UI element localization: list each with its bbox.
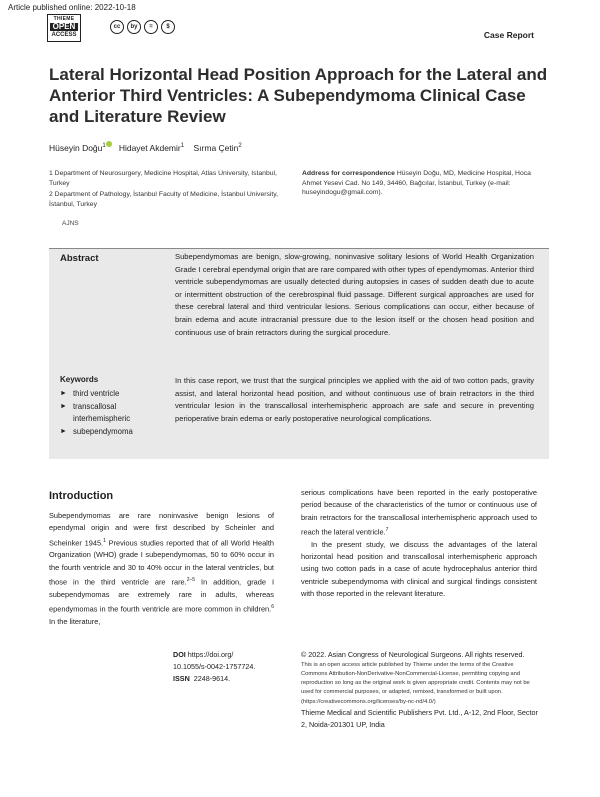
- introduction-heading: Introduction: [49, 490, 114, 502]
- intro-right-column: [301, 487, 537, 600]
- copyright-block: [301, 649, 541, 730]
- publisher-text: Thieme Medical and Scientific Publishers Pvt. Ltd., A-12, 2nd Floor, Sector 2, Noida-201301 UP, India: [301, 707, 538, 729]
- by-icon: by: [127, 20, 141, 34]
- keyword-item: interhemispheric: [73, 414, 131, 423]
- thieme-open-access-logo: [47, 14, 81, 42]
- author-sup: 2: [238, 143, 242, 149]
- keyword-item: ► subependymoma: [60, 426, 133, 439]
- author-name: Hidayet Akdemir: [118, 142, 181, 153]
- keyword-item: ► transcallosal: [60, 401, 133, 414]
- affiliation: 1 Department of Neurosurgery, Medicine Hospital, Atlas University, Istanbul, Turkey: [49, 170, 277, 187]
- bullet-arrow-icon: ►: [60, 427, 67, 435]
- keywords-list: [60, 388, 133, 438]
- journal-abbreviation: AJNS: [62, 220, 79, 227]
- creative-commons-icons: [110, 20, 175, 34]
- affiliation: 2 Department of Pathology, İstanbul Faculty of Medicine, İstanbul University, İstanbul, Turkey: [49, 191, 279, 208]
- correspondence-label: Address for correspondence: [302, 170, 395, 177]
- citation[interactable]: 7: [385, 526, 389, 533]
- affiliations: [49, 169, 279, 211]
- intro-paragraph: In the present study, we discuss the advantages of the lateral horizontal head position and transcallosal interhemispheric approach using two cotton pads in a case of acute hydrocephalus anterior third ventricle subependymoma with clinical and surgical findings consistent with those reported in the relevant literature.: [301, 539, 537, 598]
- copyright-text: © 2022. Asian Congress of Neurological Surgeons. All rights reserved.: [301, 650, 525, 659]
- issn-value: 2248-9614.: [193, 673, 231, 683]
- author-name: Hüseyin Doğu: [49, 142, 103, 153]
- citation[interactable]: 6: [271, 604, 274, 611]
- author-sup: 1: [102, 143, 106, 149]
- issn-label: ISSN: [173, 673, 190, 683]
- logo-bottom-text: ACCESS: [51, 32, 77, 38]
- author-name: Sırma Çetin: [193, 142, 239, 153]
- nd-icon: =: [144, 20, 158, 34]
- bullet-arrow-icon: ►: [60, 390, 67, 397]
- article-title: Lateral Horizontal Head Position Approach for the Lateral and Anterior Third Ventricles: A Subependymoma Clinical Case and Literature Review: [49, 65, 548, 126]
- nc-icon: $: [161, 20, 175, 34]
- article-type: Case Report: [483, 30, 534, 40]
- correspondence-text: Hüseyin Doğu, MD, Medicine Hospital, Hoca Ahmet Yesevi Cad. No 149, 34460, Bağcılar, İstanbul, Turkey (e-mail: huseyindogu@gmail.com).: [302, 170, 531, 196]
- keywords-heading: Keywords: [60, 375, 99, 384]
- doi-label: DOI: [173, 650, 186, 659]
- doi-link-cont[interactable]: 10.1055/s-0042-1757724.: [173, 661, 256, 671]
- citation[interactable]: 1: [103, 537, 106, 544]
- abstract-paragraph: Subependymomas are benign, slow-growing, noninvasive solitary lesions of World Health Organization Grade I cerebral ependymal origin that are rare compared with other types of ependymomas. Anterior third ventricle subependymomas are usually detected during autopsies in cases of sudden death due to acute or intermittent obstruction of the cerebrospinal fluid passage. Different surgical approaches are used for these cerebral lateral and third ventricular lesions. Serious complications can occur, either because of brain edema and acute intracranial pressure due to the lesion itself or the chosen head position and continuous use of brain retractors during the surgical procedure.: [175, 252, 534, 337]
- doi-block: [173, 649, 255, 684]
- abstract-heading: Abstract: [60, 253, 99, 264]
- citation[interactable]: 2–5: [186, 576, 196, 583]
- logo-top-text: THIEME: [53, 16, 75, 22]
- correspondence-address: [302, 169, 542, 198]
- author-list: [49, 141, 242, 153]
- intro-paragraph: Subependymomas are rare noninvasive benign lesions of ependymal origin and were first described by Scheinler and Scheinker 1945.$^1$ Previous studies reported that of all World Health Organization (WHO) grade I subependymomas, 50 to 60% occur in the fourth ventricle and 30 to 40% occur in the lateral ventricles, but those in the third ventricle are rare.$^{2-5}$ In addition, grade I subependymomas are extremely rare in adults, whereas ependymomas in the fourth ventricle are more common in children.$^6$ In the literature,: [49, 511, 275, 626]
- intro-paragraph: serious complications have been reported in the early postoperative period because of the characteristics of the tumor or continuous use of brain retractors for the transcallosal interhemispheric approach used to reach the lateral ventricle.$^7$: [301, 488, 537, 537]
- license-text: This is an open access article published by Thieme under the terms of the Creative Commons Attribution-NonDerivative-NonCommercial-License, permitting copying and reproduction so long as the original work is given appropriate credit. Contents may not be used for commercial purposes, or adapted, remixed, transformed or built upon. (https://creativecommons.org/licenses/by-nc-nd/4.0/): [301, 661, 530, 705]
- doi-link[interactable]: https://doi.org/: [187, 650, 234, 659]
- orcid-icon[interactable]: [106, 141, 112, 147]
- intro-left-column: [49, 510, 274, 628]
- bullet-arrow-icon: ►: [60, 402, 67, 410]
- cc-icon: cc: [110, 20, 124, 34]
- publication-date: Article published online: 2022-10-18: [8, 3, 136, 12]
- author-sup: 1: [180, 143, 185, 149]
- abstract-paragraph: In this case report, we trust that the surgical principles we applied with the aid of two cotton pads, gravity assist, and lateral horizontal head position, and without continuous use of brain retractors in the third ventricular lesion in the transcallosal interhemispheric approach are safe and secure in preventing perioperative brain edema or early postoperative neurological complications.: [175, 376, 534, 423]
- keyword-item: ► third ventricle: [60, 388, 133, 401]
- logo-mid-text: OPEN: [50, 23, 78, 31]
